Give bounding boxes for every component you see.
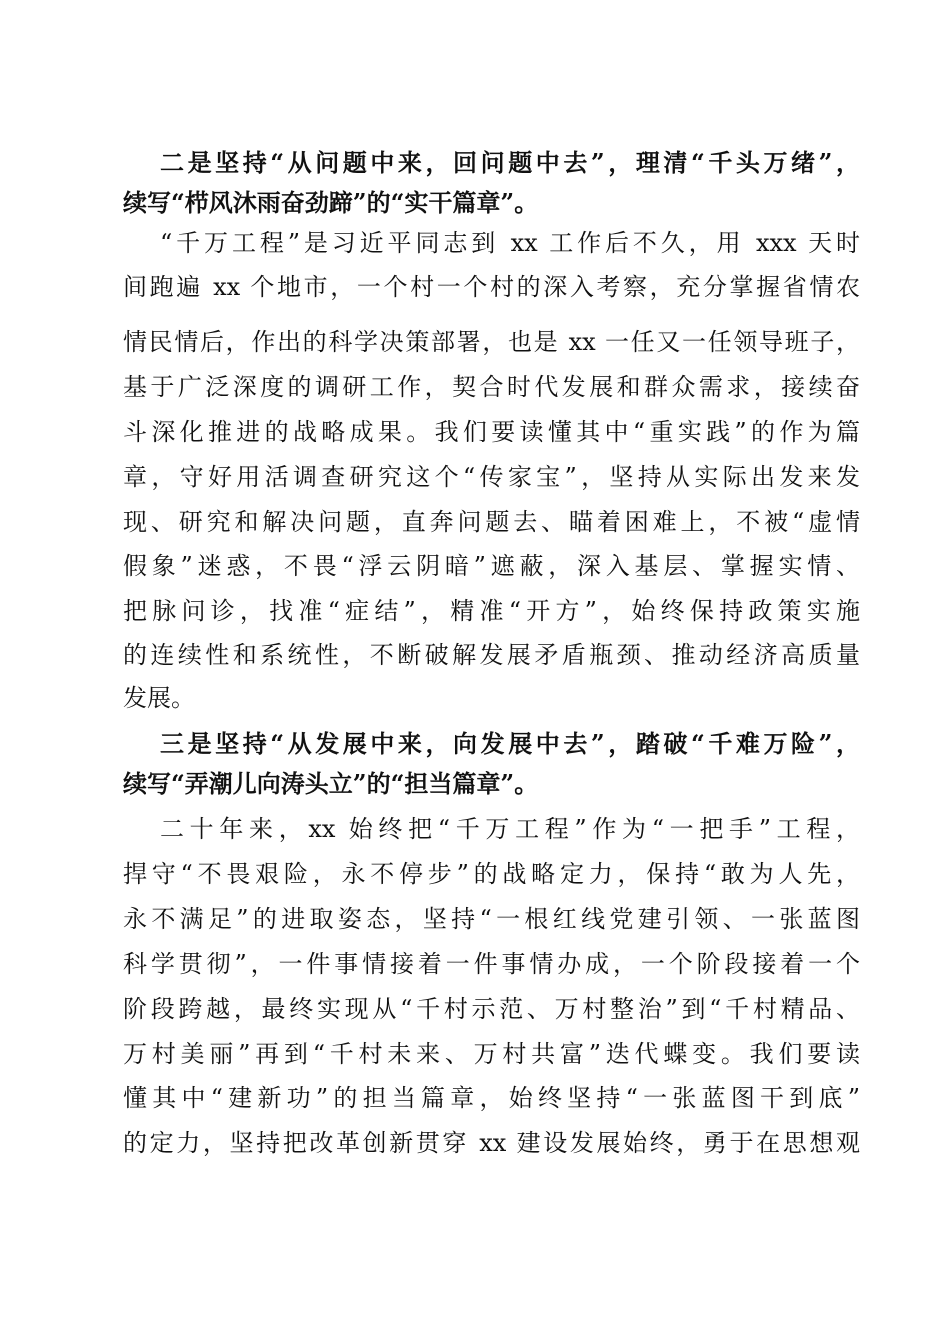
body-line: 永不满足”的进取姿态，坚持“一根红线党建引领、一张蓝图 [123,905,860,933]
body-line: 发展。 [123,684,195,712]
heading-2-line-2: 续写“栉风沐雨奋劲蹄”的“实干篇章”。 [123,188,539,217]
heading-3-line-2: 续写“弄潮儿向涛头立”的“担当篇章”。 [123,769,539,798]
body-line: 万村美丽”再到“千村未来、万村共富”迭代蝶变。我们要读 [123,1040,860,1068]
body-line: 懂其中“建新功”的担当篇章，始终坚持“一张蓝图干到底” [123,1084,860,1112]
body-line: 把脉问诊，找准“症结”，精准“开方”，始终保持政策实施 [123,597,860,625]
body-line: 科学贯彻”，一件事情接着一件事情办成，一个阶段接着一个 [123,950,860,978]
body-line: 基于广泛深度的调研工作，契合时代发展和群众需求，接续奋 [123,373,860,401]
body-line: 捍守“不畏艰险，永不停步”的战略定力，保持“敢为人先， [123,860,860,888]
body-line: 现、研究和解决问题，直奔问题去、瞄着困难上，不被“虚情 [123,508,860,536]
body-line: 阶段跨越，最终实现从“千村示范、万村整治”到“千村精品、 [123,995,860,1023]
body-line: 假象”迷惑，不畏“浮云阴暗”遮蔽，深入基层、掌握实情、 [123,552,860,580]
body-line: 的定力，坚持把改革创新贯穿 xx 建设发展始终，勇于在思想观 [123,1129,860,1157]
body-line: 二十年来，xx 始终把“千万工程”作为“一把手”工程， [160,815,860,843]
body-line: 间跑遍 xx 个地市，一个村一个村的深入考察，充分掌握省情农 [123,273,860,301]
body-line: 章，守好用活调查研究这个“传家宝”，坚持从实际出发来发 [123,463,860,491]
body-line: “千万工程”是习近平同志到 xx 工作后不久，用 xxx 天时 [160,229,860,257]
heading-2-line-1: 二是坚持“从问题中来，回问题中去”，理清“千头万绪”， [160,148,860,177]
body-line: 的连续性和系统性，不断破解发展矛盾瓶颈、推动经济高质量 [123,641,860,669]
body-line: 情民情后，作出的科学决策部署，也是 xx 一任又一任领导班子， [123,328,860,356]
body-line: 斗深化推进的战略成果。我们要读懂其中“重实践”的作为篇 [123,418,860,446]
heading-3-line-1: 三是坚持“从发展中来，向发展中去”，踏破“千难万险”， [160,729,860,758]
